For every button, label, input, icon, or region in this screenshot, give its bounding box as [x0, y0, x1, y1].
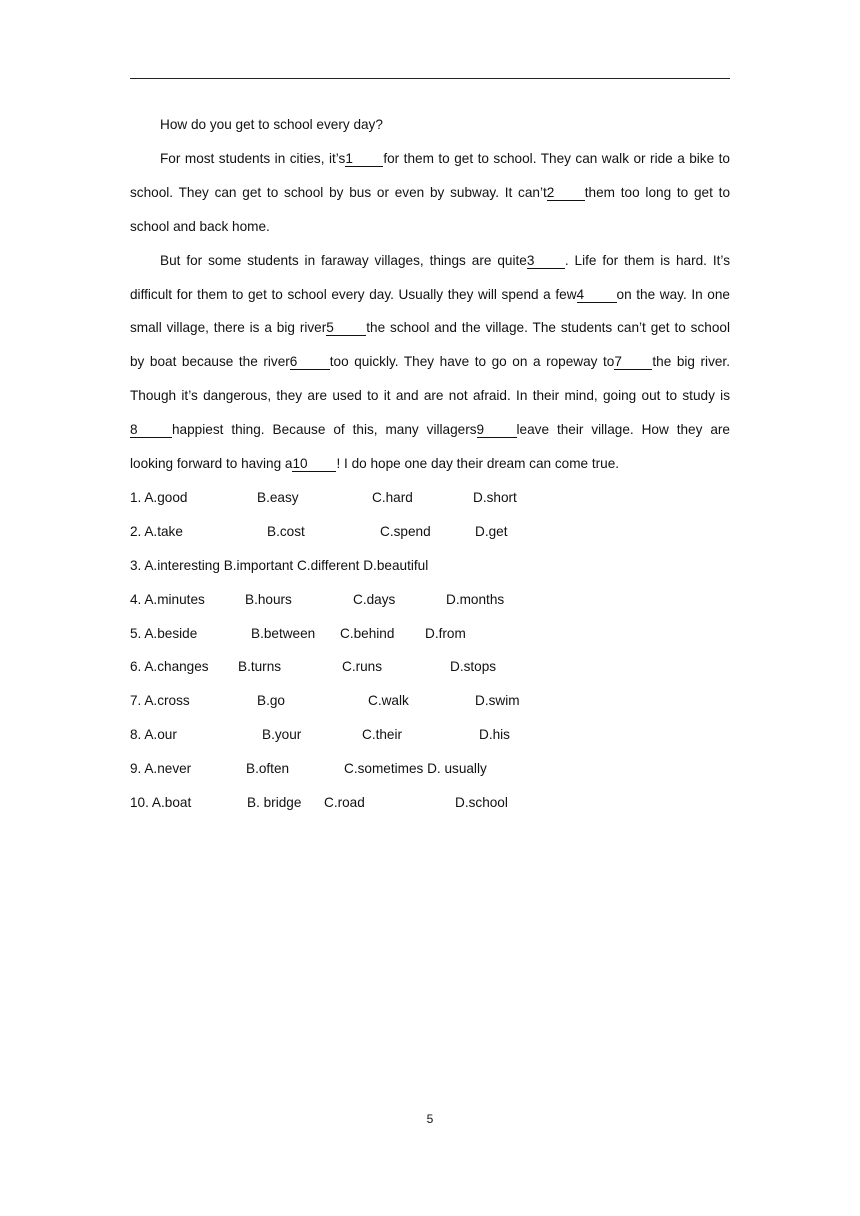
option-b: B.go: [257, 693, 285, 709]
text-segment: on the way. In one small village, there is a big river: [130, 286, 730, 336]
option-row-7: [130, 684, 730, 718]
option-a: 7. A.cross: [130, 693, 190, 709]
option-row-6: [130, 650, 730, 684]
option-a: 1. A.good: [130, 489, 188, 505]
blank-6: 6: [290, 354, 330, 370]
option-a: 8. A.our: [130, 727, 177, 743]
option-a: 2. A.take: [130, 523, 183, 539]
option-d: D.swim: [475, 693, 520, 709]
option-c: C.runs: [342, 659, 383, 675]
text-segment: too quickly. They have to go on a ropeway to: [329, 354, 615, 370]
text-segment: . Life for them is hard. It’s difficult for them to get to school every day. Usually they will spend a few: [130, 252, 730, 302]
option-b: B.your: [262, 727, 302, 743]
option-b: B.cost: [267, 523, 305, 539]
option-b: B.easy: [257, 489, 299, 505]
option-d: D.from: [425, 625, 466, 641]
question-line: [130, 108, 730, 142]
text-segment: for them to get to school. They can walk or ride a bike to school. They can get to school by bus or even by subway. It can’t: [130, 150, 730, 200]
page-number: 5: [426, 1112, 434, 1126]
blank-1: 1: [345, 151, 383, 167]
option-b: B. bridge: [247, 794, 302, 810]
option-a: 10. A.boat: [130, 794, 192, 810]
option-d: D.months: [446, 591, 505, 607]
option-c: C.spend: [380, 523, 431, 539]
option-row-10: [130, 786, 730, 820]
option-a: 5. A.beside: [130, 625, 198, 641]
text-segment: leave their village. How they are looking forward to having a: [130, 422, 730, 472]
option-a: 4. A.minutes: [130, 591, 205, 607]
option-c: C.their: [362, 727, 403, 743]
option-row-1: [130, 481, 730, 515]
blank-4: 4: [577, 287, 617, 303]
paragraph-2: [130, 244, 730, 481]
text-segment: ! I do hope one day their dream can come true.: [336, 456, 620, 472]
blank-3: 3: [527, 253, 565, 269]
blank-9: 9: [477, 422, 517, 438]
text-segment: But for some students in faraway villages, things are quite: [160, 252, 527, 268]
option-c: C.sometimes D. usually: [344, 761, 487, 777]
blank-8: 8: [130, 422, 172, 438]
text-segment: them too long to get to school and back home.: [130, 184, 730, 234]
option-c: C.road: [324, 794, 365, 810]
option-d: D.his: [479, 727, 510, 743]
option-b: B.hours: [245, 591, 292, 607]
header-rule: [130, 78, 730, 79]
option-c: C.days: [353, 591, 396, 607]
option-b: B.between: [251, 625, 316, 641]
option-c: C.walk: [368, 693, 409, 709]
blank-2: 2: [547, 185, 585, 201]
option-d: D.stops: [450, 659, 497, 675]
option-a: 9. A.never: [130, 761, 192, 777]
text-segment: the school and the village. The students can’t get to school by boat because the river: [130, 320, 730, 370]
option-b: B.turns: [238, 659, 282, 675]
option-d: D.school: [455, 794, 508, 810]
option-c: C.behind: [340, 625, 395, 641]
document-body: [130, 108, 730, 820]
option-b: B.often: [246, 761, 290, 777]
blank-5: 5: [326, 320, 366, 336]
option-d: D.short: [473, 489, 517, 505]
option-c: C.hard: [372, 489, 413, 505]
option-row-3: [130, 549, 730, 583]
blank-10: 10: [292, 456, 336, 472]
option-d: D.get: [475, 523, 508, 539]
paragraph-1: [130, 142, 730, 244]
option-row-2: [130, 515, 730, 549]
option-row-5: [130, 617, 730, 651]
text-segment: happiest thing. Because of this, many villagers: [172, 422, 477, 438]
text-segment: the big river. Though it’s dangerous, they are used to it and are not afraid. In their mind, going out to study is: [130, 354, 730, 404]
question-text: How do you get to school every day?: [160, 117, 383, 132]
option-row-8: [130, 718, 730, 752]
option-a: 6. A.changes: [130, 659, 209, 675]
option-row-4: [130, 583, 730, 617]
option-row-9: [130, 752, 730, 786]
blank-7: 7: [614, 354, 652, 370]
option-a: 3. A.interesting B.important C.different D.beautiful: [130, 557, 429, 573]
text-segment: For most students in cities, it’s: [160, 150, 346, 166]
